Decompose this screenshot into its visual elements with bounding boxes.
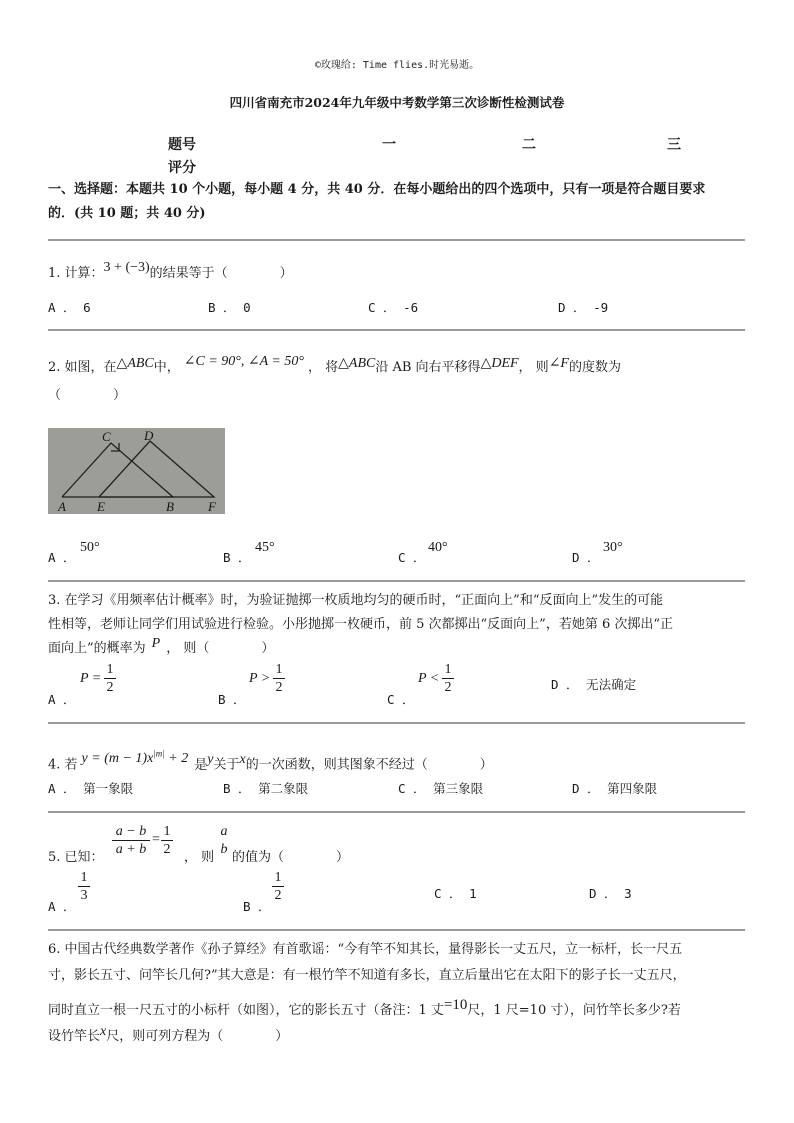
q4-stem (48, 748, 748, 778)
q2-triangle-abc: △ABC (116, 356, 154, 371)
label-c: C (102, 429, 111, 444)
q2-text5: ， 则 (518, 360, 549, 375)
triangle-translation-diagram (48, 428, 225, 514)
q4-option-c: C ． 第三象限 (398, 781, 484, 796)
q1-option-a: A ． 6 (48, 300, 91, 315)
q5-equals: = (152, 832, 160, 847)
q3-option-c-fraction: 1 2 (442, 661, 454, 696)
divider (48, 580, 745, 582)
q2-option-b-value: 45° (255, 540, 275, 555)
q5-option-a-fraction: 1 3 (78, 869, 90, 904)
q3-line3-a: 面向上”的概率为 (48, 641, 146, 656)
q3-option-a: A ． (48, 692, 76, 707)
q3-option-d: D ． 无法确定 (551, 677, 637, 692)
q2-text1: 2. 如图，在 (48, 360, 117, 375)
q2-option-a-value: 50° (80, 540, 100, 555)
q5-option-b: B ． (243, 899, 271, 914)
divider (48, 329, 745, 331)
q2-option-c-value: 40° (428, 540, 448, 555)
q2-option-d-value: 30° (603, 540, 623, 555)
section1-line2: 的．(共 10 题；共 40 分) (48, 206, 206, 221)
divider (48, 929, 745, 931)
q5-option-d: D ． 3 (589, 886, 632, 901)
score-table-col3: 三 (667, 137, 681, 153)
q2-option-a: A ． (48, 550, 76, 565)
q4-equation: $y = (m - 1)x^{|m|} + 2$ (81, 748, 189, 766)
score-table-row2-label: 评分 (168, 160, 196, 176)
q5-prefix: 5. 已知： (48, 850, 104, 865)
q6-line2: 寸，影长五寸、问竿长几何?”其大意是：有一根竹竿不知道有多长，直立后量出它在太阳下的影子长一丈五尺， (48, 968, 686, 983)
q4-text2: 是 (194, 757, 208, 773)
q2-text3: ， 将 (307, 360, 339, 375)
q3-option-c: C ． (387, 692, 415, 707)
q1-option-b: B ． 0 (208, 300, 251, 315)
q6-line1: 6. 中国古代经典数学著作《孙子算经》有首歌谣：“今有竿不知其长，量得影长一丈五尺，立一标杆，长一尺五 (48, 942, 683, 957)
label-d: D (144, 428, 154, 443)
q6-line4-a: 设竹竿长 (48, 1029, 101, 1044)
q2-figure (48, 428, 225, 514)
q4-option-d: D ． 第四象限 (572, 781, 658, 796)
q1-option-d: D ． -9 (558, 300, 609, 315)
label-e: E (97, 499, 105, 514)
q2-text2: 中， (153, 360, 180, 375)
q3-option-c-lhs: P < (418, 671, 440, 686)
q5-text3: 的值为（ ） (232, 850, 350, 865)
q2-triangle-def: △DEF (480, 356, 519, 371)
q2-angle-f: ∠F (548, 356, 569, 371)
q1-stem (48, 262, 748, 286)
divider (48, 811, 745, 813)
label-f: F (208, 499, 216, 514)
q2-triangle-abc-2: △ABC (338, 356, 376, 371)
q5-fraction-ab: a − b a + b (112, 823, 150, 858)
divider (48, 722, 745, 724)
q3-option-a-lhs: P = (80, 671, 102, 686)
q4-text4: 的一次函数，则其图象不经过（ ） (245, 757, 493, 773)
section1-line1: 一、选择题：本题共 10 个小题，每小题 4 分，共 40 分．在每小题给出的四个选项中，只有一项是符合题目要求 (48, 182, 706, 197)
label-a: A (58, 499, 66, 514)
q6-line3-eq: =10 (443, 997, 468, 1013)
q2-option-d: D ． (572, 550, 600, 565)
q4-y: y (207, 751, 214, 767)
score-table-col1: 一 (382, 137, 396, 153)
q4-option-a: A ． 第一象限 (48, 781, 134, 796)
score-table-col2: 二 (522, 137, 536, 153)
q1-suffix: 的结果等于（ ） (149, 266, 293, 281)
q5-option-a: A ． (48, 899, 76, 914)
page-title: 四川省南充市2024年九年级中考数学第三次诊断性检测试卷 (229, 95, 565, 110)
q1-option-c: C ． -6 (368, 300, 419, 315)
q2-option-b: B ． (223, 550, 251, 565)
q6-line3-b: 尺，1 尺=10 寸），问竹竿长多少?若 (467, 1003, 681, 1018)
q4-text1: 4. 若 (48, 757, 78, 773)
q4-option-b: B ． 第二象限 (223, 781, 309, 796)
label-b: B (166, 499, 174, 514)
q1-prefix: 1. 计算： (48, 266, 104, 281)
q3-option-a-fraction: 1 2 (104, 661, 116, 696)
triangle-def (99, 441, 214, 497)
score-table-row1-label: 题号 (168, 137, 196, 153)
q6-stem (48, 937, 748, 1050)
q4-x: x (239, 751, 246, 767)
q1-expression: 3 + (−3) (103, 260, 150, 275)
q4-text3: 关于 (213, 757, 240, 773)
q5-fraction-a-over-b: a b (220, 824, 228, 857)
q6-line4-b: 尺，则可列方程为（ ） (106, 1029, 289, 1044)
q3-line2: 性相等，老师让同学们用试验进行检验。小彤抛掷一枚硬币，前 5 次都掷出“反面向上”，若她第 6 次掷出“正 (48, 617, 674, 632)
q6-line3-a: 同时直立一根一尺五寸的小标杆（如图），它的影长五寸（备注：1 丈 (48, 1003, 444, 1018)
q3-option-b-fraction: 1 2 (273, 661, 285, 696)
q2-stem (48, 356, 748, 380)
q3-option-b-lhs: P > (249, 671, 271, 686)
q2-condition: ∠C = 90°, ∠A = 50° (183, 354, 304, 369)
q5-option-b-fraction: 1 2 (272, 869, 284, 904)
divider (48, 239, 745, 241)
q2-text6: 的度数为 (568, 360, 621, 375)
q2-paren: （ ） (48, 388, 127, 403)
section1-instructions (48, 178, 748, 226)
q5-text2: ， 则 (184, 850, 215, 865)
q2-option-c: C ． (398, 550, 426, 565)
q6-x: x (100, 1024, 107, 1039)
q3-line3-b: ， 则（ ） (166, 641, 275, 656)
q2-text4: 沿 AB 向右平移得 (375, 360, 481, 375)
q5-fraction-half: 1 2 (161, 823, 173, 858)
q5-option-c: C ． 1 (434, 886, 477, 901)
q3-option-b: B ． (218, 692, 246, 707)
watermark: ©玫瑰给: Time flies.时光易逝。 (314, 60, 480, 71)
q3-stem (48, 589, 748, 661)
q3-line1: 3. 在学习《用频率估计概率》时，为验证抛掷一枚质地均匀的硬币时，“正面向上”和“反面向上”发生的可能 (48, 593, 664, 608)
q3-p: P (151, 636, 161, 651)
